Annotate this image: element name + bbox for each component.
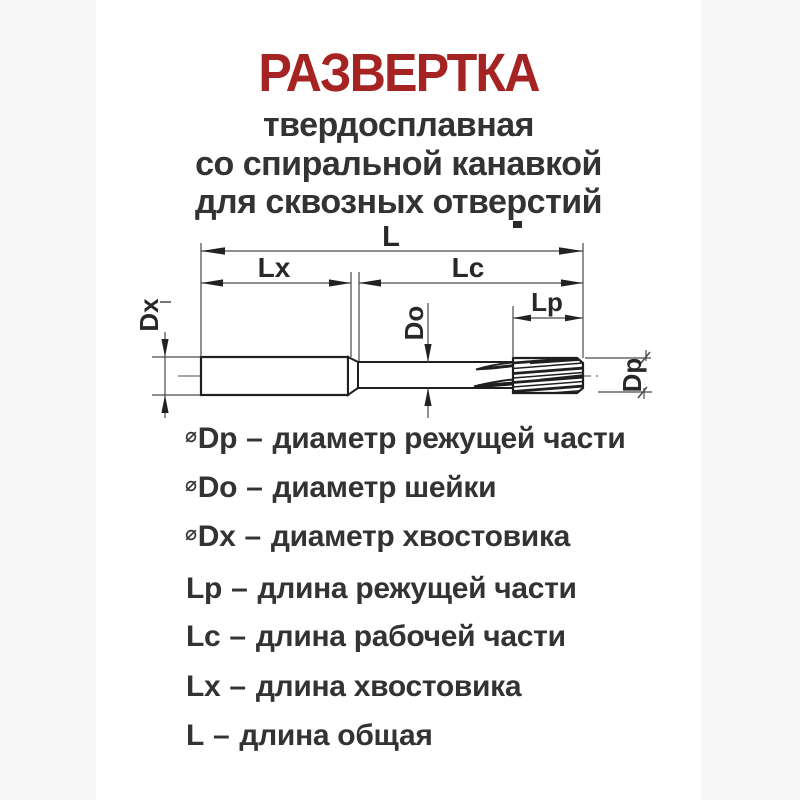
legend-label: Lx — [186, 670, 221, 703]
legend-row-l — [185, 719, 433, 753]
diameter-icon: ⌀ — [185, 523, 197, 545]
legend-row-lc — [185, 620, 566, 654]
legend-label: Dx — [197, 520, 236, 553]
dim-label-Lc: Lc — [451, 252, 485, 283]
legend-separator: – — [246, 422, 263, 455]
legend-label: Lc — [186, 620, 221, 653]
dim-label-Do: Do — [399, 305, 429, 341]
legend-separator: – — [229, 620, 246, 653]
legend-description: диаметр шейки — [272, 471, 497, 504]
page-title: РАЗВЕРТКА — [258, 43, 539, 103]
subtitle-line-2: со спиральной канавкой — [195, 144, 602, 183]
dim-label-Dx: Dx — [134, 298, 164, 332]
diameter-icon: ⌀ — [185, 474, 197, 496]
diameter-icon: ⌀ — [185, 425, 197, 447]
legend-row-lp — [185, 572, 577, 606]
dim-label-L: L — [382, 221, 400, 253]
legend-row-lx — [185, 670, 521, 704]
legend-description: длина общая — [239, 719, 433, 752]
legend-description: диаметр режущей части — [272, 422, 626, 455]
legend-description: длина рабочей части — [255, 620, 566, 653]
legend-separator: – — [246, 471, 263, 504]
dim-label-Dp: Dp — [617, 357, 647, 393]
subtitle-line-3: для сквозных отверстий — [194, 183, 603, 221]
legend-separator: – — [229, 670, 246, 703]
legend-description: длина режущей части — [257, 572, 577, 605]
legend-separator: – — [244, 520, 261, 553]
legend-description: диаметр хвостовика — [270, 520, 571, 553]
legend-row-dx — [185, 520, 570, 554]
legend-label: L — [186, 719, 205, 752]
legend-label: Dp — [197, 422, 238, 455]
dim-label-Lx: Lx — [257, 252, 291, 283]
legend-description: длина хвостовика — [255, 670, 522, 703]
subtitle-line-1: твердосплавная — [263, 106, 534, 144]
legend-row-do — [185, 471, 496, 505]
legend-row-dp — [185, 422, 626, 456]
legend-label: Lp — [186, 572, 223, 605]
legend-separator: – — [231, 572, 248, 605]
legend-label: Do — [197, 471, 238, 504]
dim-label-Lp: Lp — [531, 287, 563, 317]
legend-separator: – — [213, 719, 230, 752]
